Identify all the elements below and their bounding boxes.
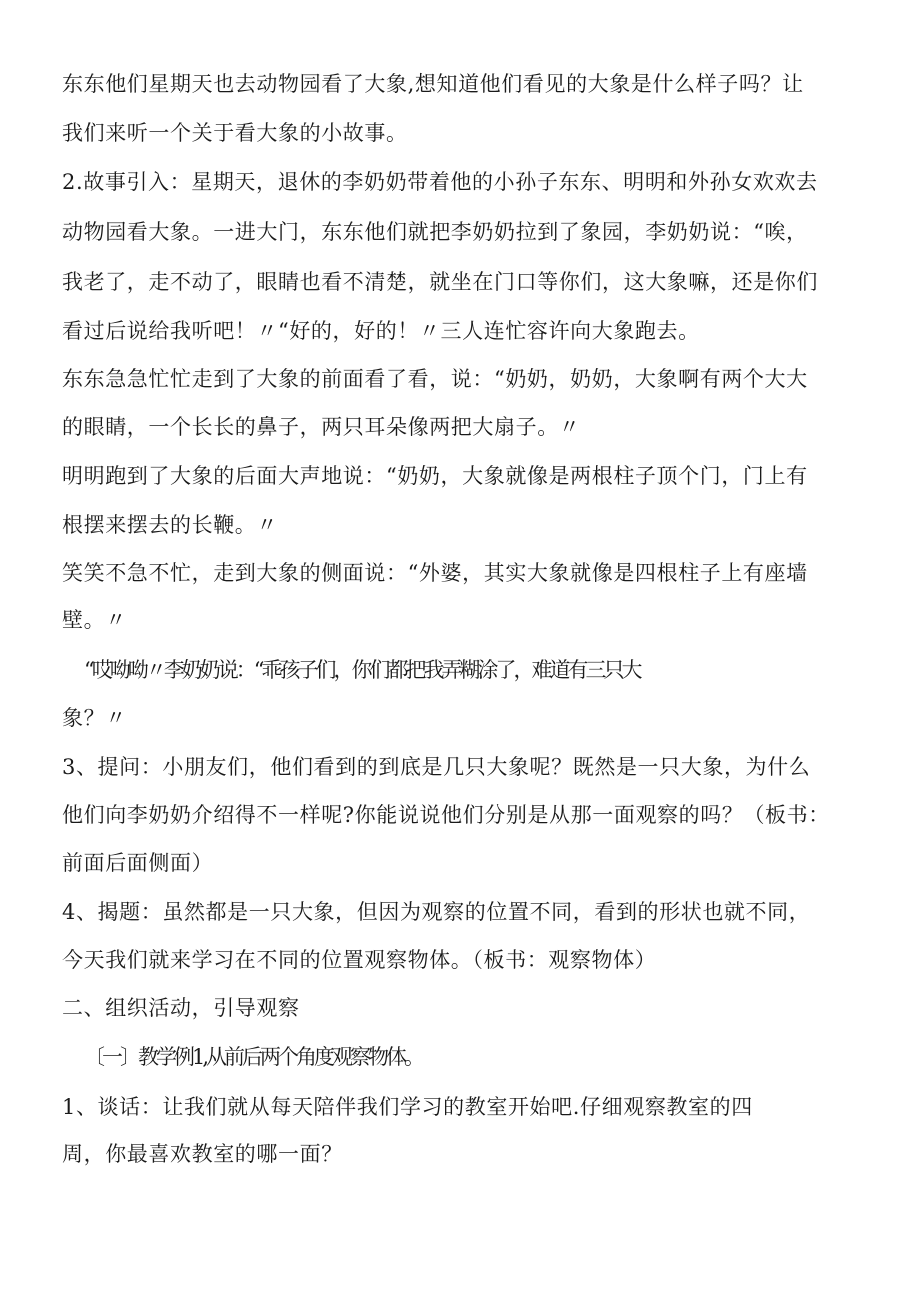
text-line: 今天我们就来学习在不同的位置观察物体。（板书：观察物体） [62, 948, 657, 972]
text-line: 我们来听一个关于看大象的小故事。 [62, 121, 408, 145]
text-line: 笑笑不急不忙，走到大象的侧面说：“外婆，其实大象就像是四根柱子上有座墙 [62, 561, 808, 585]
text-line: 根摆来摆去的长鞭。〃 [62, 513, 278, 537]
text-line: 他们向李奶奶介绍得不一样呢?你能说说他们分别是从那一面观察的吗？（板书： [62, 803, 830, 827]
text-line: 3、提问：小朋友们，他们看到的到底是几只大象呢？既然是一只大象，为什么 [62, 755, 811, 779]
text-line: 东东急急忙忙走到了大象的前面看了看，说：“奶奶，奶奶，大象啊有两个大大 [62, 367, 808, 391]
text-line: 周，你最喜欢教室的哪一面？ [62, 1142, 343, 1166]
text-line: 壁。〃 [62, 608, 127, 632]
text-line: 象？〃 [62, 706, 127, 730]
text-line: 1、谈话：让我们就从每天陪伴我们学习的教室开始吧.仔细观察教室的四 [62, 1095, 753, 1119]
text-line: “哎呦呦〃李奶奶说：“乖孩子们，你们都把我弄糊涂了，难道有三只大 [84, 658, 640, 682]
text-line: 东东他们星期天也去动物园看了大象,想知道他们看见的大象是什么样子吗？让 [62, 72, 804, 96]
text-line: 明明跑到了大象的后面大声地说：“奶奶，大象就像是两根柱子顶个门，门上有 [62, 464, 808, 488]
text-line: 4、揭题：虽然都是一只大象，但因为观察的位置不同，看到的形状也就不同， [62, 900, 811, 924]
text-line: 二、组织活动，引导观察 [62, 996, 300, 1020]
text-line: 前面后面侧面） [62, 851, 214, 875]
text-line: 〔一〕教学例1,从前后两个角度观察物体。 [84, 1045, 423, 1069]
text-line: 2.故事引入：星期天，退休的李奶奶带着他的小孙子东东、明明和外孙女欢欢去 [62, 170, 818, 194]
text-line: 的眼睛，一个长长的鼻子，两只耳朵像两把大扇子。〃 [62, 415, 581, 439]
text-line: 我老了，走不动了，眼睛也看不清楚，就坐在门口等你们，这大象嘛，还是你们 [62, 270, 818, 294]
text-line: 动物园看大象。一进大门，东东他们就把李奶奶拉到了象园，李奶奶说：“唉， [62, 220, 808, 244]
text-line: 看过后说给我听吧！〃“好的，好的！〃三人连忙容许向大象跑去。 [62, 319, 700, 343]
